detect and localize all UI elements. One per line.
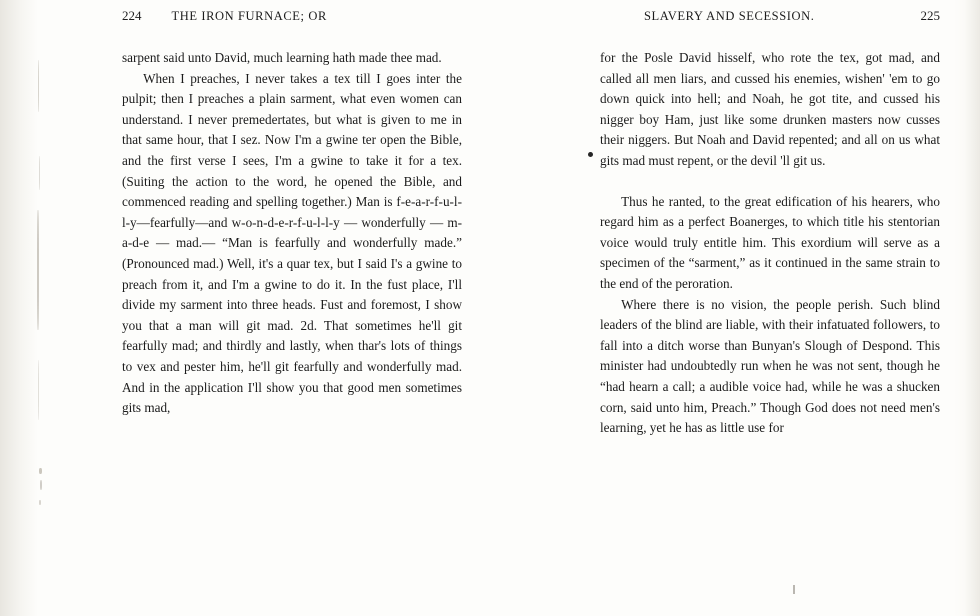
right-running-head-title: SLAVERY AND SECESSION. [644,9,815,23]
left-page-body [122,48,462,419]
paragraph: for the Posle David hisself, who rote the tex, got mad, and called all men liars, and cussed his enemies, wishen' 'em to go down quick into hell; and Noah, he got tite, and cussed his nigger boy Ham, just like some drunken masters now cusses their niggers. But Noah and David repented; and all on us what gits mad must repent, or the devil 'll git us. [600,50,940,168]
paragraph: Where there is no vision, the people perish. Such blind leaders of the blind are liable, with their infatuated followers, to fall into a ditch worse than Bunyan's Slough of Despond. This minister had undoubtedly run when he was not sent, though he “had hearn a call; a audible voice had, while he was a shucken corn, said unto him, Preach.” Though God does not need men's learning, yet he has as little use for [600,296,940,436]
left-running-head [122,0,462,34]
right-page-column [600,0,940,439]
left-running-head-title: THE IRON FURNACE; OR [171,9,327,23]
right-running-head [600,0,940,34]
right-page-number: 225 [920,8,940,23]
right-page-body [600,48,940,439]
paragraph: sarpent said unto David, much learning hath made thee mad. [122,50,442,65]
paragraph: When I preaches, I never takes a tex till I goes inter the pulpit; then I preaches a plain sarment, what even women can understand. I never premedertates, but what is given to me in that same hour, that I sez. Now I'm a gwine ter open the Bible, and the first verse I sees, I'm a gwine to take it for a tex. (Suiting the action to the word, he opened the Bible, and commenced reading and spelling together.) Man is f-e-a-r-f-u-l-l-y—fearfully—and w-o-n-d-e-r-f-u-l-l-y — wonderfully — m-a-d-e — mad.— “Man is fearfully and wonderfully made.” (Pronounced mad.) Well, it's a quar tex, but I said I's a gwine to preach from it, and I'm a gwine to do it. In the fust place, I'll divide my sarment into three heads. Fust and foremost, I show you that a man will git mad. 2d. That sometimes he'll git fearfully mad; and thirdly and lastly, when thar's lots of things to vex and pester him, he'll git fearfully and wonderfully mad. And in the application I'll show you that good men sometimes gits mad, [122,70,462,416]
paragraph: Thus he ranted, to the great edification of his hearers, who regard him as a perfect Boanerges, to which title his stentorian voice would truly entitle him. This exordium will serve as a specimen of the “sarment,” as it continued in the same strain to the end of the peroration. [600,193,940,291]
left-page-column [122,0,462,419]
left-page-number: 224 [122,8,142,23]
